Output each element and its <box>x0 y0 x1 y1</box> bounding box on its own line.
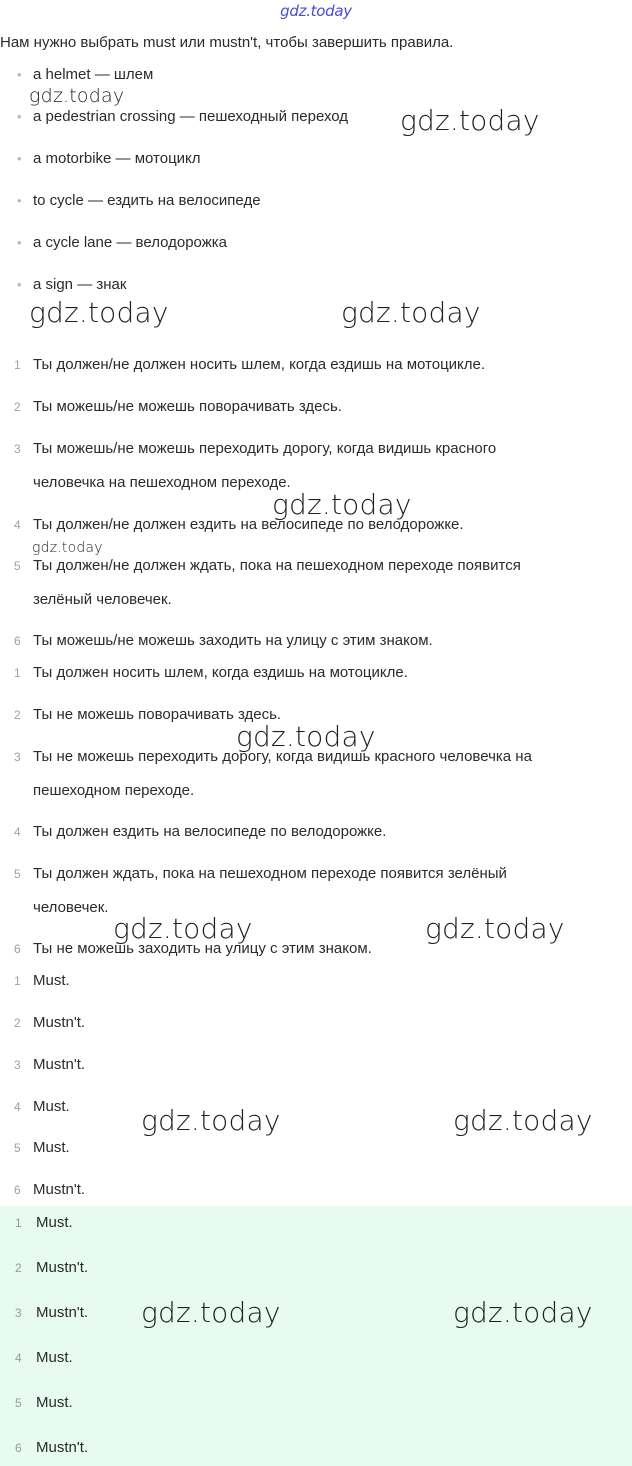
item-text: Ты должен ждать, пока на пешеходном переходе появится зелёный <box>33 865 507 882</box>
item-number: 5 <box>14 1141 21 1155</box>
list-item: • a cycle lane — велодорожка <box>17 234 228 251</box>
item-number: 2 <box>14 400 21 414</box>
watermark: gdz.today <box>236 720 376 753</box>
item-number: 1 <box>14 358 21 372</box>
answer-text: Must. <box>33 972 70 989</box>
answer-text: Mustn't. <box>36 1439 89 1456</box>
list-item: • a helmet — шлем <box>17 66 154 83</box>
answer-text: Must. <box>33 1098 70 1115</box>
item-text: Ты должен носить шлем, когда ездишь на мотоцикле. <box>33 664 408 681</box>
watermark: gdz.today <box>272 488 412 521</box>
item-number: 4 <box>14 1100 21 1114</box>
list-item: • a pedestrian crossing — пешеходный переход <box>17 108 349 125</box>
answer-text: Must. <box>36 1349 73 1366</box>
item-number: 6 <box>14 1183 21 1197</box>
bullet-icon: • <box>17 67 22 82</box>
bullet-icon: • <box>17 277 22 292</box>
item-number: 5 <box>14 867 21 881</box>
item-number: 6 <box>14 634 21 648</box>
highlighted-answers-block <box>0 1206 632 1466</box>
item-number: 2 <box>14 708 21 722</box>
answer-text: Mustn't. <box>33 1181 86 1198</box>
item-number: 5 <box>15 1396 22 1410</box>
item-text: Ты можешь/не можешь заходить на улицу с этим знаком. <box>33 632 433 649</box>
item-number: 1 <box>15 1216 22 1230</box>
watermark: gdz.today <box>425 912 565 945</box>
answer-text: Must. <box>36 1394 73 1411</box>
item-text: Ты можешь/не можешь поворачивать здесь. <box>33 398 342 415</box>
item-number: 1 <box>14 666 21 680</box>
item-text-continuation: человечек. <box>33 899 109 916</box>
item-number: 2 <box>15 1261 22 1275</box>
item-text: Ты должен/не должен ждать, пока на пешеходном переходе появится <box>33 557 521 574</box>
item-text: Ты не можешь поворачивать здесь. <box>33 706 282 723</box>
list-item: • a motorbike — мотоцикл <box>17 150 201 167</box>
item-text-continuation: человечка на пешеходном переходе. <box>33 474 291 491</box>
task-intro: Нам нужно выбрать must или mustn't, чтобы завершить правила. <box>0 34 454 51</box>
watermark: gdz.today <box>32 540 103 556</box>
item-text-continuation: зелёный человечек. <box>33 591 172 608</box>
bullet-icon: • <box>17 193 22 208</box>
item-text: Ты должен/не должен ездить на велосипеде по велодорожке. <box>33 516 464 533</box>
item-number: 4 <box>15 1351 22 1365</box>
item-number: 3 <box>15 1306 22 1320</box>
item-text-continuation: пешеходном переходе. <box>33 782 195 799</box>
answer-text: Mustn't. <box>36 1259 89 1276</box>
item-number: 3 <box>14 750 21 764</box>
item-number: 3 <box>14 442 21 456</box>
item-text: Ты не можешь переходить дорогу, когда видишь красного человечка на <box>33 748 532 765</box>
item-text: Ты можешь/не можешь переходить дорогу, когда видишь красного <box>33 440 497 457</box>
bullet-icon: • <box>17 235 22 250</box>
item-number: 6 <box>15 1441 22 1455</box>
watermark: gdz.today <box>113 912 253 945</box>
bullet-icon: • <box>17 151 22 166</box>
item-number: 4 <box>14 825 21 839</box>
item-number: 6 <box>14 942 21 956</box>
list-item: • to cycle — ездить на велосипеде <box>17 192 261 209</box>
item-number: 1 <box>14 974 21 988</box>
watermark: gdz.today <box>141 1296 281 1329</box>
watermark: gdz.today <box>29 296 169 329</box>
watermark: gdz.today <box>29 85 125 107</box>
list-item: • a sign — знак <box>17 276 127 293</box>
answer-text: Mustn't. <box>33 1014 86 1031</box>
answer-text: Must. <box>36 1214 73 1231</box>
site-logo[interactable]: gdz.today <box>280 2 352 20</box>
answer-text: Must. <box>33 1139 70 1156</box>
watermark: gdz.today <box>141 1104 281 1137</box>
item-number: 3 <box>14 1058 21 1072</box>
item-number: 5 <box>14 559 21 573</box>
item-text: Ты должен ездить на велосипеде по велодорожке. <box>33 823 387 840</box>
watermark: gdz.today <box>341 296 481 329</box>
watermark: gdz.today <box>453 1104 593 1137</box>
item-text: Ты должен/не должен носить шлем, когда ездишь на мотоцикле. <box>33 356 486 373</box>
bullet-icon: • <box>17 109 22 124</box>
watermark: gdz.today <box>400 104 540 137</box>
item-number: 4 <box>14 518 21 532</box>
item-text: Ты не можешь заходить на улицу с этим знаком. <box>33 940 372 957</box>
item-number: 2 <box>14 1016 21 1030</box>
watermark: gdz.today <box>453 1296 593 1329</box>
answer-text: Mustn't. <box>36 1304 89 1321</box>
answer-text: Mustn't. <box>33 1056 86 1073</box>
